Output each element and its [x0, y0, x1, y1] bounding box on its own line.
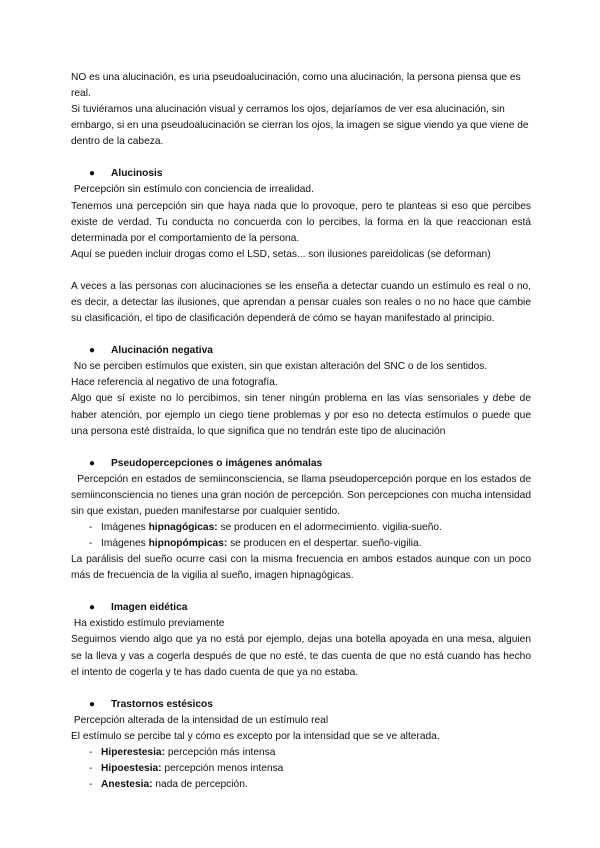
spacer — [71, 584, 531, 600]
trastornos-estesicos-paragraph-1: El estímulo se percibe tal y cómo es excepto por la intensidad que se ve alterada. — [71, 730, 440, 742]
section-heading-imagen-eidetica: ● Imagen eidética — [71, 600, 531, 616]
alucinosis-lead: Percepción sin estímulo con conciencia de irrealidad. — [71, 184, 314, 196]
spacer — [71, 681, 531, 697]
list-item: - Imágenes hipnagógicas: se producen en el adormecimiento. vigilia-sueño. — [71, 520, 531, 536]
trastornos-estesicos-lead: Percepción alterada de la intensidad de un estímulo real — [71, 714, 329, 726]
bullet-icon: ● — [88, 457, 96, 469]
bullet-icon: ● — [88, 602, 96, 614]
imagen-eidetica-paragraph-1: Seguimos viendo algo que ya no está por ejemplo, dejas una botella apoyada en una mesa, alguien se la lleva y vas a cogerla después de que no esté, te das cuenta de que no está cuando has hecho el intento de cogerla y te has dado cuenta de que ya no estaba. — [71, 634, 531, 678]
alucinacion-negativa-lead: No se perciben estímulos que existen, sin que existan alteración del SNC o de los sentidos. — [71, 361, 488, 373]
list-item: - Imágenes hipnopómpicas: se producen en el despertar. sueño-vigilia. — [71, 536, 531, 552]
pseudopercepciones-paragraph-2: La parálisis del sueño ocurre casi con la misma frecuencia en ambos estados aunque con un poco más de frecuencia de la vigilia al sueño, imagen hipnagógicas. — [71, 554, 531, 582]
list-item: - Hipoestesia: percepción menos intensa — [71, 761, 531, 777]
dash-icon: - — [89, 538, 93, 550]
paragraph-ilusiones: A veces a las personas con alucinaciones se les enseña a detectar cuando un estímulo es real o no, es decir, a detectar las ilusiones, que aprendan a pensar cuales son reales o no no hace que cambie su clasificación, el tipo de clasificación dependerá de cómo se hayan manifestado al principio. — [71, 280, 531, 325]
dash-icon: - — [89, 763, 93, 774]
bullet-icon: ● — [88, 698, 96, 710]
alucinacion-negativa-paragraph-1: Hace referencia al negativo de una fotografía. — [71, 377, 278, 389]
intro-paragraph-1: NO es una alucinación, es una pseudoalucinación, como una alucinación, la persona piensa que es real. — [71, 72, 521, 100]
spacer — [71, 150, 531, 166]
spacer — [71, 263, 531, 279]
alucinosis-paragraph-2: Aquí se pueden incluir drogas como el LSD, setas... son ilusiones pareidolicas (se deforman) — [71, 248, 491, 260]
list-item: - Hiperestesia: percepción más intensa — [71, 745, 531, 761]
section-heading-trastornos-estesicos: ● Trastornos estésicos — [71, 697, 531, 713]
list-item: - Anestesia: nada de percepción. — [71, 777, 531, 793]
spacer — [71, 327, 531, 343]
alucinacion-negativa-paragraph-2: Algo que sí existe no lo percibimos, sin tener ningún problema en las vías sensoriales y debe de haber atención, por ejemplo un ciego tiene problemas y por eso no detecta estímulos o puede que una persona esté distraída, lo que significa que no tendrán este tipo de alucinación — [71, 393, 531, 437]
imagen-eidetica-lead: Ha existido estímulo previamente — [71, 618, 225, 630]
bullet-icon: ● — [88, 345, 96, 357]
spacer — [71, 440, 531, 456]
document-page — [71, 70, 534, 793]
intro-paragraph-2: Si tuviéramos una alucinación visual y cerramos los ojos, dejaríamos de ver esa alucinación, sin embargo, si en una pseudoalucinación se cierran los ojos, la imagen se sigue viendo ya que viene de dentro de la cabeza. — [71, 104, 529, 148]
dash-icon: - — [89, 746, 93, 758]
dash-icon: - — [89, 779, 93, 791]
bullet-icon: ● — [88, 168, 96, 180]
pseudopercepciones-paragraph-1: Percepción en estados de semiinconsciencia, se llama pseudopercepción porque en los estados de semiinconsciencia no tienes una gran noción de percepción. Son percepciones con mucha intensidad sin que existan, pueden manifestarse por cualquier sentido. — [71, 473, 534, 517]
alucinosis-paragraph-1: Tenemos una percepción sin que haya nada que lo provoque, pero te planteas si eso que percibes existe de verdad. Tu conducta no concuerda con lo percibes, la forma en la que reaccionan está determinada por el comportamiento de la persona. — [71, 200, 531, 244]
section-heading-pseudopercepciones: ● Pseudopercepciones o imágenes anómalas — [71, 456, 531, 472]
section-heading-alucinosis: ● Alucinosis — [71, 166, 531, 182]
dash-icon: - — [89, 521, 93, 533]
section-heading-alucinacion-negativa: ● Alucinación negativa — [71, 343, 531, 359]
